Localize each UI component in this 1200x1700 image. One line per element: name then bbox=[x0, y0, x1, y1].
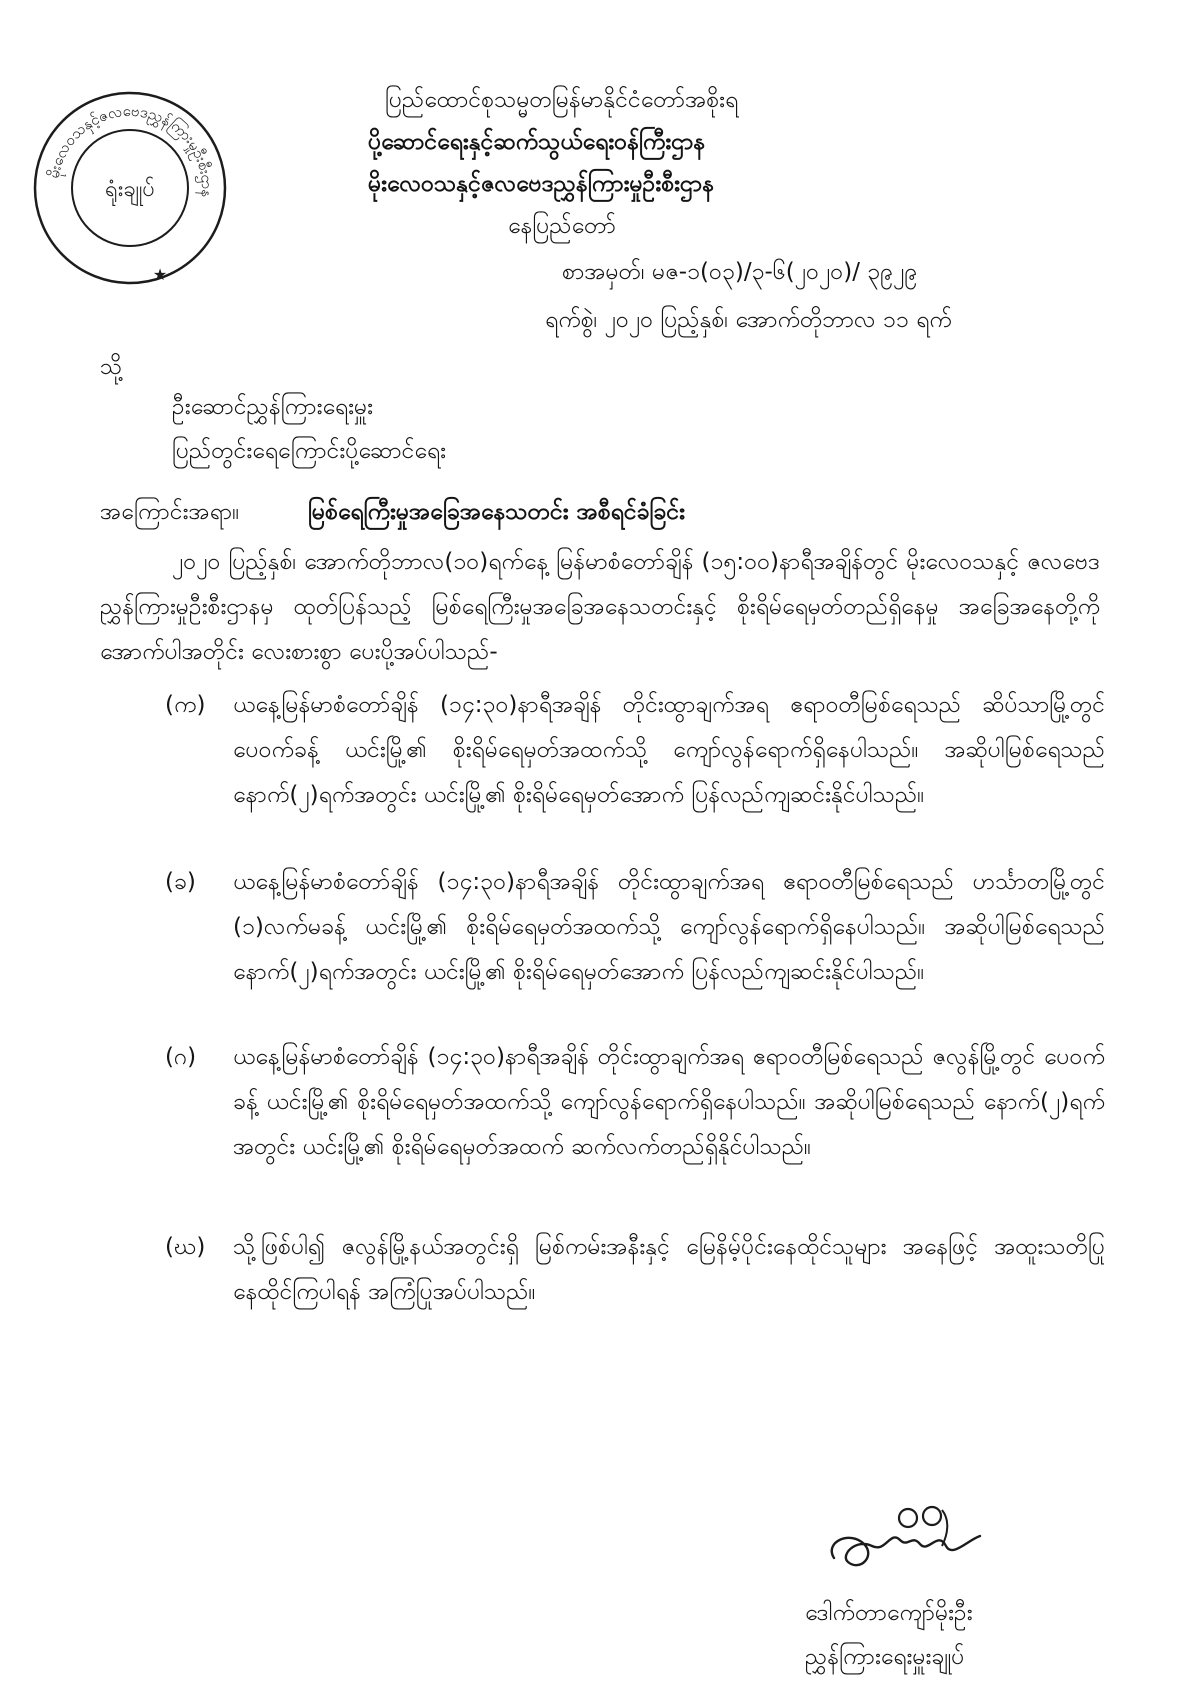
header-department: မိုးလေဝသနှင့်ဇလဗေဒညွှန်ကြားမှုဦးစီးဌာန bbox=[368, 171, 715, 197]
seal-graphic bbox=[30, 88, 230, 288]
subject-text: မြစ်ရေကြီးမှုအခြေအနေသတင်း အစီရင်ခံခြင်း bbox=[308, 499, 685, 525]
item-label: (ခ) bbox=[165, 869, 196, 895]
item-text: သို့ဖြစ်ပါ၍ ဇလွန်မြို့နယ်အတွင်းရှိ မြစ်ကမ်းအနီးနှင့် မြေနိမ့်ပိုင်းနေထိုင်သူများ အနေဖြင့် အထူးသတိပြုနေထိုင်ကြပါရန် အကြံပြုအပ်ပါသည်။ bbox=[233, 1234, 1105, 1305]
letter-date: ရက်စွဲ၊ ၂၀၂၀ ပြည့်နှစ်၊ အောက်တိုဘာလ ၁၁ ရက် bbox=[545, 307, 952, 333]
header-ministry: ပို့ဆောင်ရေးနှင့်ဆက်သွယ်ရေးဝန်ကြီးဌာန bbox=[368, 129, 706, 155]
subject-label: အကြောင်းအရာ။ bbox=[100, 499, 240, 525]
header-city: နေပြည်တော် bbox=[508, 213, 616, 239]
signature-graphic bbox=[820, 1500, 1000, 1580]
star-icon: ★ bbox=[152, 265, 168, 284]
seal-center-text: ရုံးချုပ် bbox=[105, 177, 155, 202]
header-government: ပြည်ထောင်စုသမ္မတမြန်မာနိုင်ငံတော်အစိုးရ bbox=[385, 87, 739, 113]
signatory-name: ဒေါက်တာကျော်မိုးဦး bbox=[805, 1600, 973, 1626]
item-text: ယနေ့မြန်မာစံတော်ချိန် (၁၄:၃၀)နာရီအချိန် တိုင်းထွာချက်အရ ဧရာဝတီမြစ်ရေသည် ဇလွန်မြို့တွင် ပေ၀က်ခန့် ယင်းမြို့၏ စိုးရိမ်ရေမှတ်အထက်သို့ ကျော်လွန်ရောက်ရှိနေပါသည်။ အဆိုပါမြစ်ရေသည် နောက်(၂)ရက်အတွင်း ယင်းမြို့၏ စိုးရိမ်ရေမှတ်အထက် ဆက်လက်တည်ရှိနိုင်ပါသည်။ bbox=[233, 1044, 1105, 1160]
signatory-title: ညွှန်ကြားရေးမှူးချုပ် bbox=[805, 1644, 965, 1670]
reference-number: စာအမှတ်၊ မဇ-၁(၀၃)/၃-၆(၂၀၂၀)/ ၃၉၂၉ bbox=[562, 259, 918, 285]
recipient-title: ဦးဆောင်ညွှန်ကြားရေးမှူး bbox=[172, 394, 373, 420]
item-text: ယနေ့မြန်မာစံတော်ချိန် (၁၄:၃၀)နာရီအချိန် တိုင်းထွာချက်အရ ဧရာဝတီမြစ်ရေသည် ဆိပ်သာမြို့တွင် ပေ၀က်ခန့် ယင်းမြို့၏ စိုးရိမ်ရေမှတ်အထက်သို့ ကျော်လွန်ရောက်ရှိနေပါသည်။ အဆိုပါမြစ်ရေသည် နောက်(၂)ရက်အတွင်း ယင်းမြို့၏ စိုးရိမ်ရေမှတ်အောက် ပြန်လည်ကျဆင်းနိုင်ပါသည်။ bbox=[233, 692, 1105, 808]
handwritten-signature bbox=[820, 1500, 1000, 1580]
item-label: (ဃ) bbox=[165, 1234, 206, 1260]
official-seal bbox=[30, 88, 230, 288]
to-label: သို့ bbox=[100, 354, 123, 380]
recipient-office: ပြည်တွင်းရေကြောင်းပို့ဆောင်ရေး bbox=[172, 438, 446, 464]
item-label: (က) bbox=[165, 692, 206, 718]
seal-ring-text: မိုးလေဝသနှင့်ဇလဗေဒညွှန်ကြားမှုဦးစီးဌာန bbox=[44, 101, 217, 198]
intro-paragraph: ၂၀၂၀ ပြည့်နှစ်၊ အောက်တိုဘာလ(၁၀)ရက်နေ့ မြန်မာစံတော်ချိန် (၁၅:၀၀)နာရီအချိန်တွင် မိုးလေဝသနှင့် ဇလဗေဒညွှန်ကြားမှုဦးစီးဌာနမှ ထုတ်ပြန်သည့် မြစ်ရေကြီးမှုအခြေအနေသတင်းနှင့် စိုးရိမ်ရေမှတ်တည်ရှိနေမှု အခြေအနေတို့ကို အောက်ပါအတိုင်း လေးစားစွာ ပေးပို့အပ်ပါသည်- bbox=[100, 549, 1100, 665]
item-text: ယနေ့မြန်မာစံတော်ချိန် (၁၄:၃၀)နာရီအချိန် တိုင်းထွာချက်အရ ဧရာဝတီမြစ်ရေသည် ဟင်္သာတမြို့တွင် (၁)လက်မခန့် ယင်းမြို့၏ စိုးရိမ်ရေမှတ်အထက်သို့ ကျော်လွန်ရောက်ရှိနေပါသည်။ အဆိုပါမြစ်ရေသည် နောက်(၂)ရက်အတွင်း ယင်းမြို့၏ စိုးရိမ်ရေမှတ်အောက် ပြန်လည်ကျဆင်းနိုင်ပါသည်။ bbox=[233, 869, 1105, 985]
item-label: (ဂ) bbox=[165, 1044, 197, 1070]
